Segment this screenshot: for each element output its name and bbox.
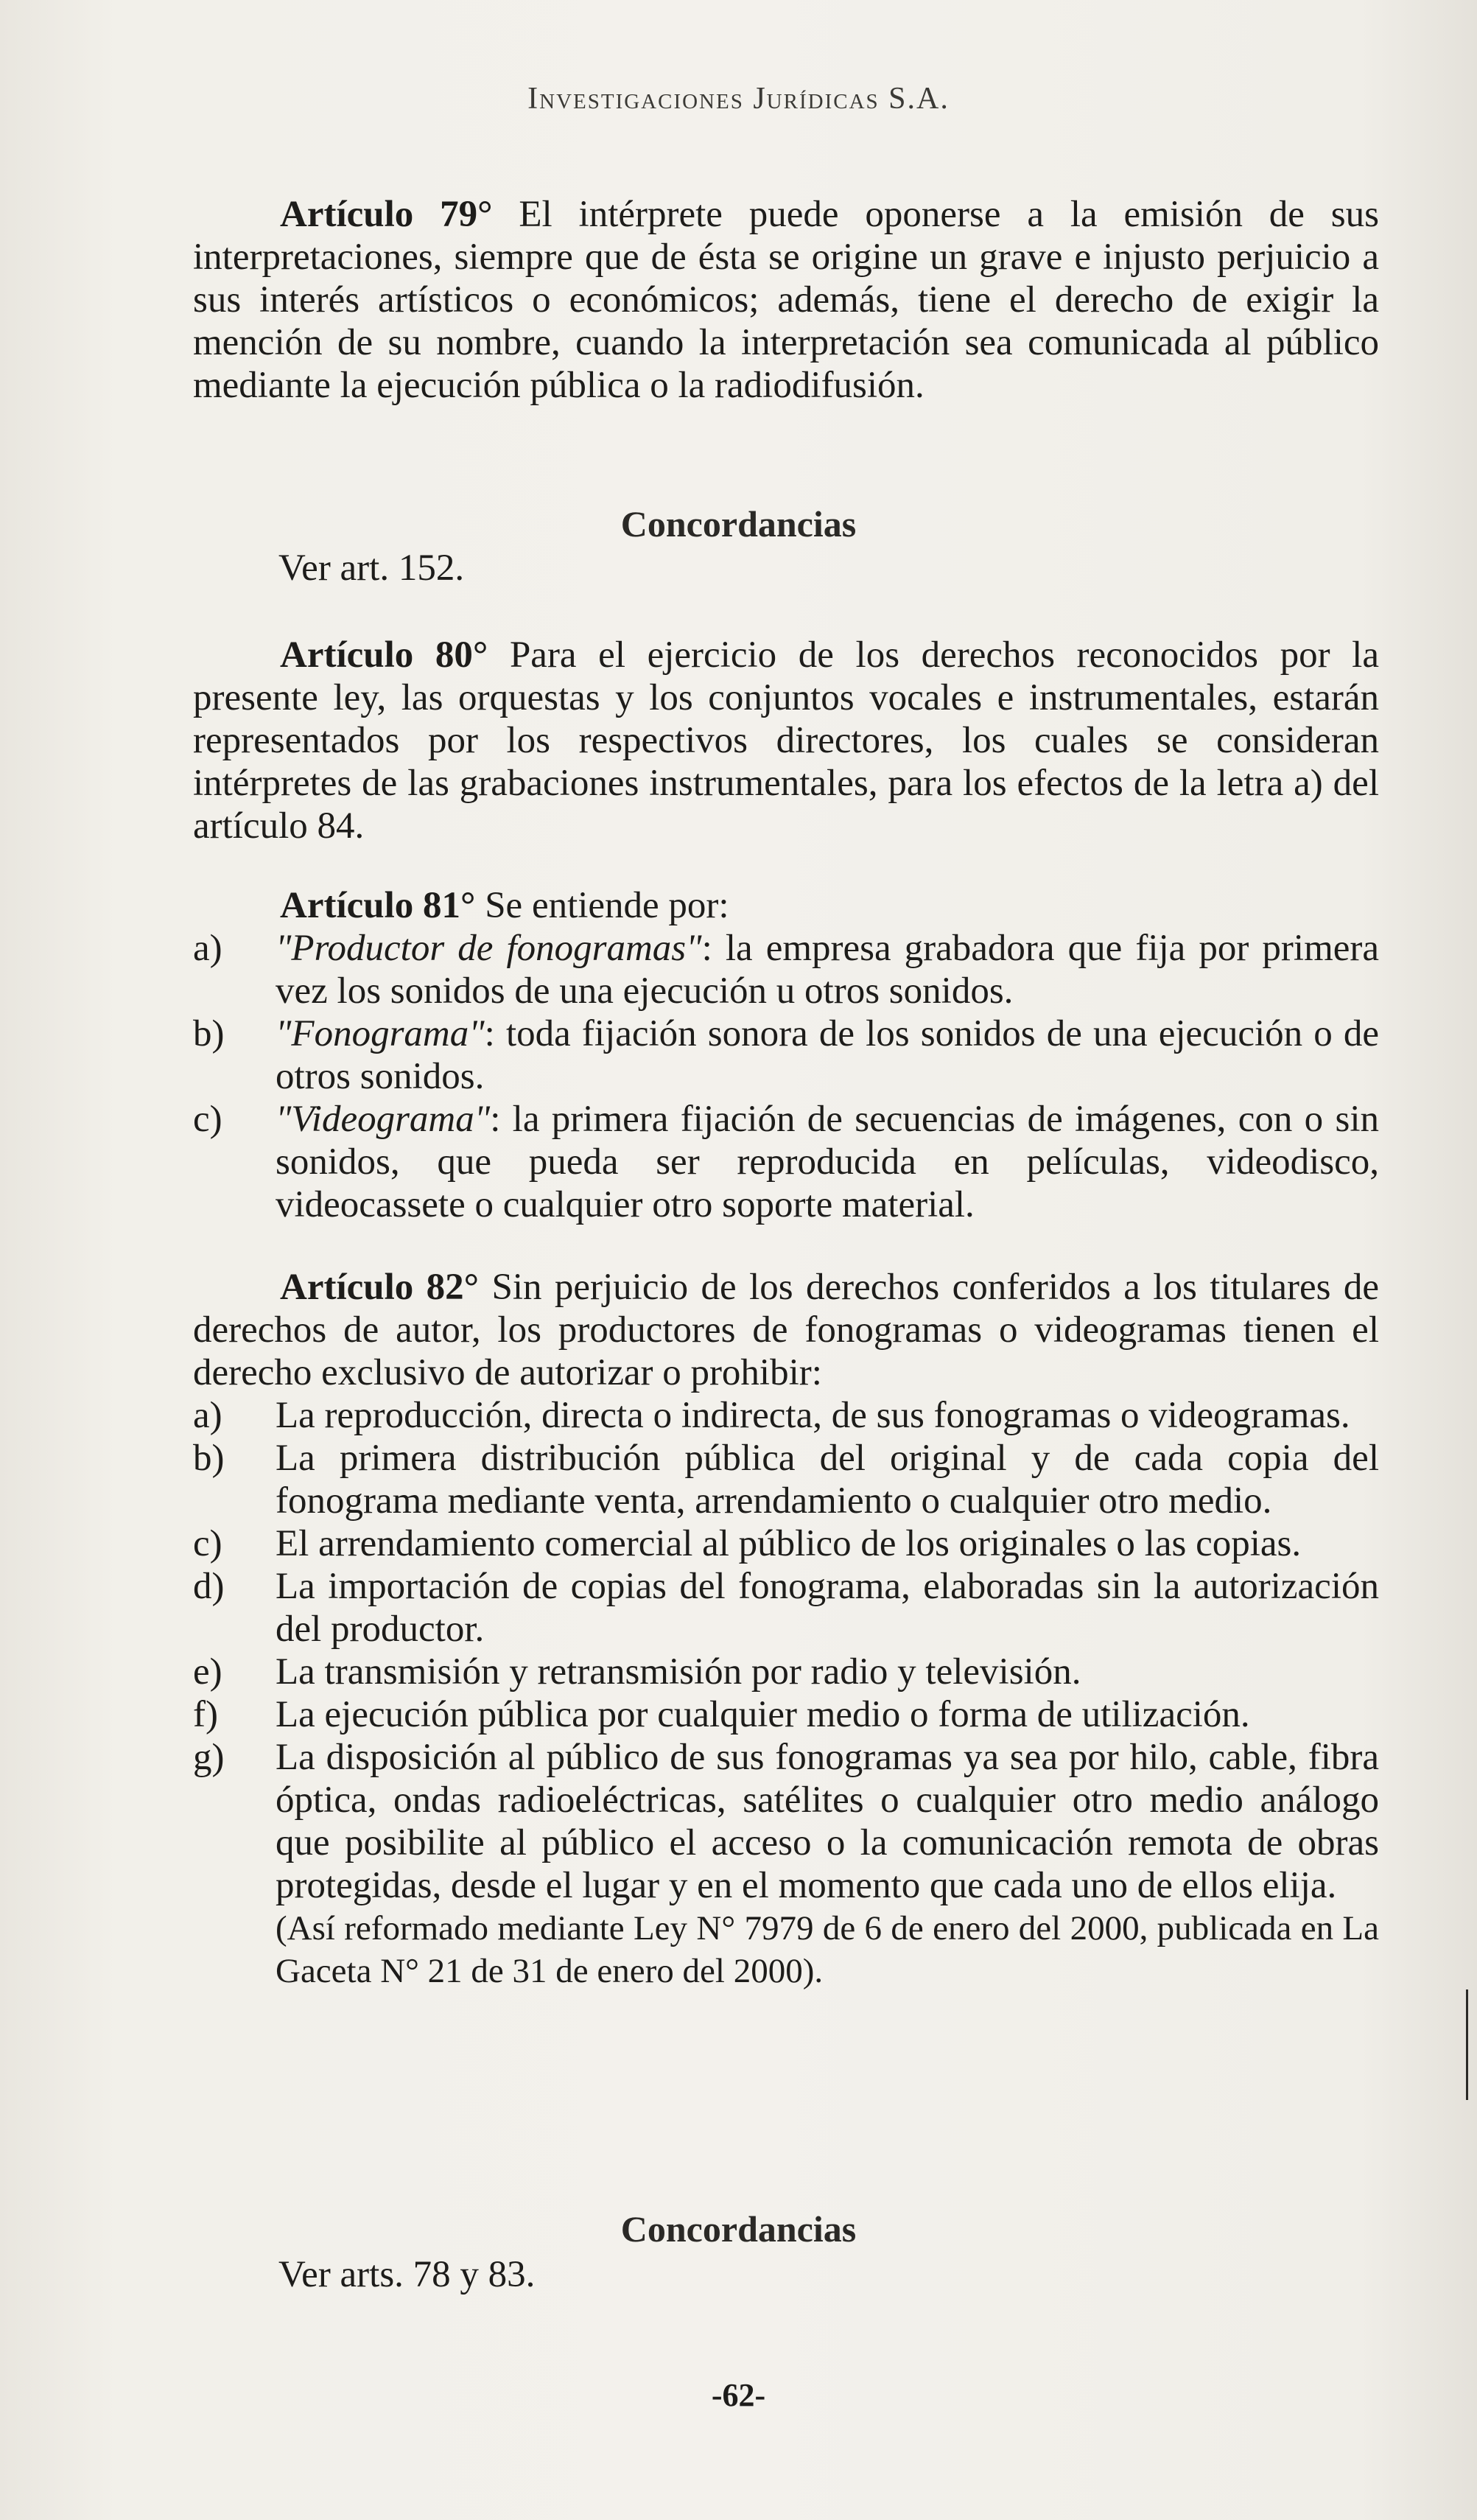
list-item [193, 1012, 1379, 1098]
article-79 [193, 193, 1379, 407]
list-marker: c) [193, 1099, 222, 1140]
list-item-text: La transmisión y retransmisión por radio y televisión. [276, 1651, 1081, 1693]
article-80 [193, 634, 1379, 847]
list-marker: f) [193, 1694, 218, 1735]
concordancias-heading-1: Concordancias [620, 503, 857, 545]
definition-term: "Videograma" [276, 1099, 491, 1140]
article-82-intro-text: Sin perjuicio de los derechos conferidos a los titulares de derechos de autor, los productores de fonogramas o videogramas tienen el derecho exclusivo de autorizar o prohibir: [193, 1267, 1379, 1393]
list-item-text: La reproducción, directa o indirecta, de sus fonogramas o videogramas. [276, 1395, 1350, 1436]
list-item [193, 1736, 1379, 1907]
list-marker: b) [193, 1013, 225, 1054]
article-82-label: Artículo 82° [280, 1267, 480, 1308]
list-item [193, 1693, 1379, 1736]
list-marker: a) [193, 928, 222, 969]
list-marker: e) [193, 1651, 222, 1693]
list-item [193, 1394, 1379, 1437]
definition-text: : la primera fijación de secuencias de imágenes, con o sin sonidos, que pueda ser reproducida en películas, videodisco, videocassete o cualquier otro soporte material. [276, 1099, 1379, 1225]
list-item-text: El arrendamiento comercial al público de los originales o las copias. [276, 1523, 1302, 1564]
list-item-text: La disposición al público de sus fonogramas ya sea por hilo, cable, fibra óptica, ondas radioeléctricas, satélites o cualquier otro medio análogo que posibilite al público el acceso o la comunicación remota de obras protegidas, desde el lugar y en el momento que cada uno de ellos elija. [276, 1737, 1379, 1906]
list-item [193, 1437, 1379, 1522]
article-81-definitions [193, 927, 1379, 1226]
list-item [193, 1565, 1379, 1651]
list-item [193, 1522, 1379, 1565]
reform-note: (Así reformado mediante Ley N° 7979 de 6 de enero del 2000, publicada en La Gaceta N° 21 de 31 de enero del 2000). [276, 1909, 1379, 1990]
list-marker: a) [193, 1395, 222, 1436]
article-81-intro-text: Se entiende por: [475, 885, 729, 926]
article-79-paragraph [193, 193, 1379, 407]
list-marker: d) [193, 1566, 225, 1607]
article-81-intro [193, 884, 1379, 927]
article-81-label: Artículo 81° [280, 885, 476, 926]
definition-text: : toda fijación sonora de los sonidos de una ejecución o de otros sonidos. [276, 1013, 1379, 1097]
article-81 [193, 884, 1379, 1226]
list-item-text: La importación de copias del fonograma, elaboradas sin la autorización del productor. [276, 1566, 1379, 1650]
article-80-text: Para el ejercicio de los derechos reconocidos por la presente ley, las orquestas y los conjuntos vocales e instrumentales, estarán representados por los respectivos directores, los cuales se consideran intérpretes de las grabaciones instrumentales, para los efectos de la letra a) del artículo 84. [193, 634, 1379, 847]
concordancias-ref-2: Ver arts. 78 y 83. [278, 2254, 536, 2295]
page-number: -62- [711, 2377, 766, 2413]
article-82-intro [193, 1266, 1379, 1394]
running-header: Investigaciones Jurídicas S.A. [527, 82, 950, 116]
list-marker: g) [193, 1737, 225, 1778]
concordancias-ref-1: Ver art. 152. [278, 547, 465, 589]
concordancias-heading-2: Concordancias [620, 2208, 857, 2250]
page-edge-mark [1466, 1989, 1473, 2100]
list-marker: b) [193, 1438, 225, 1479]
article-82-rights-list [193, 1394, 1379, 1907]
list-item-text: La ejecución pública por cualquier medio o forma de utilización. [276, 1694, 1250, 1735]
definition-term: "Productor de fonogramas" [276, 928, 702, 969]
article-79-label: Artículo 79° [280, 194, 493, 235]
list-item [193, 1098, 1379, 1226]
list-item [193, 1651, 1379, 1693]
definition-text: : la empresa grabadora que fija por primera vez los sonidos de una ejecución u otros sonidos. [276, 928, 1379, 1012]
list-item [193, 927, 1379, 1012]
article-79-text: El intérprete puede oponerse a la emisión de sus interpretaciones, siempre que de ésta se origine un grave e injusto perjuicio a sus interés artísticos o económicos; además, tiene el derecho de exigir la mención de su nombre, cuando la interpretación sea comunicada al público mediante la ejecución pública o la radiodifusión. [193, 194, 1379, 406]
definition-term: "Fonograma" [276, 1013, 485, 1054]
article-82 [193, 1266, 1379, 1992]
list-item-text: La primera distribución pública del original y de cada copia del fonograma mediante venta, arrendamiento o cualquier otro medio. [276, 1438, 1379, 1522]
list-marker: c) [193, 1523, 222, 1564]
article-80-paragraph [193, 634, 1379, 847]
article-80-label: Artículo 80° [280, 634, 488, 676]
